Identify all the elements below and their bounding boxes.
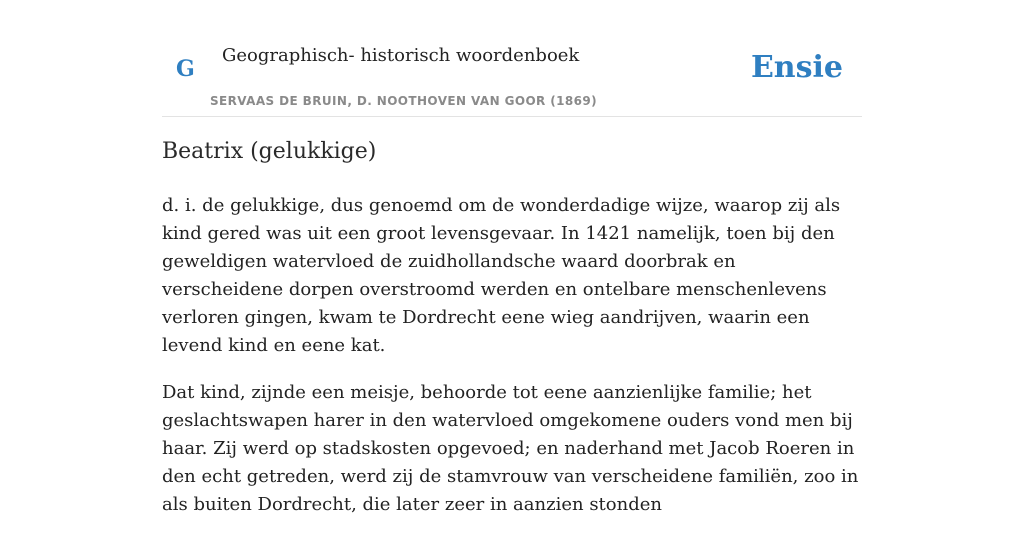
- book-initial-link[interactable]: G: [176, 56, 195, 82]
- entry-paragraph: d. i. de gelukkige, dus genoemd om de wonderdadige wijze, waarop zij als kind gered was uit een groot levensgevaar. In 1421 namelijk, toen bij den geweldigen watervloed de zuidhollandsche waard doorbrak en verscheidene dorpen overstroomd werden en ontelbare menschenlevens verloren gingen, kwam te Dordrecht eene wieg aandrijven, waarin een levend kind en eene kat.: [162, 195, 841, 356]
- entry-body: [162, 192, 862, 538]
- header: [162, 0, 862, 117]
- book-authors-year: SERVAAS DE BRUIN, D. NOOTHOVEN VAN GOOR (1869): [210, 94, 598, 108]
- entry-title: Beatrix (gelukkige): [162, 139, 377, 164]
- brand-logo-link[interactable]: Ensie: [750, 50, 843, 85]
- page: [162, 0, 862, 515]
- book-title-link[interactable]: Geographisch- historisch woordenboek: [222, 45, 580, 66]
- entry-paragraph: Dat kind, zijnde een meisje, behoorde tot eene aanzienlijke familie; het geslachtswapen harer in den watervloed omgekomene ouders vond men bij haar. Zij werd op stadskosten opgevoed; en naderhand met Jacob Roeren in den echt getreden, werd zij de stamvrouw van verscheidene familiën, zoo in als buiten Dordrecht, die later zeer in aanzien stonden: [162, 382, 859, 515]
